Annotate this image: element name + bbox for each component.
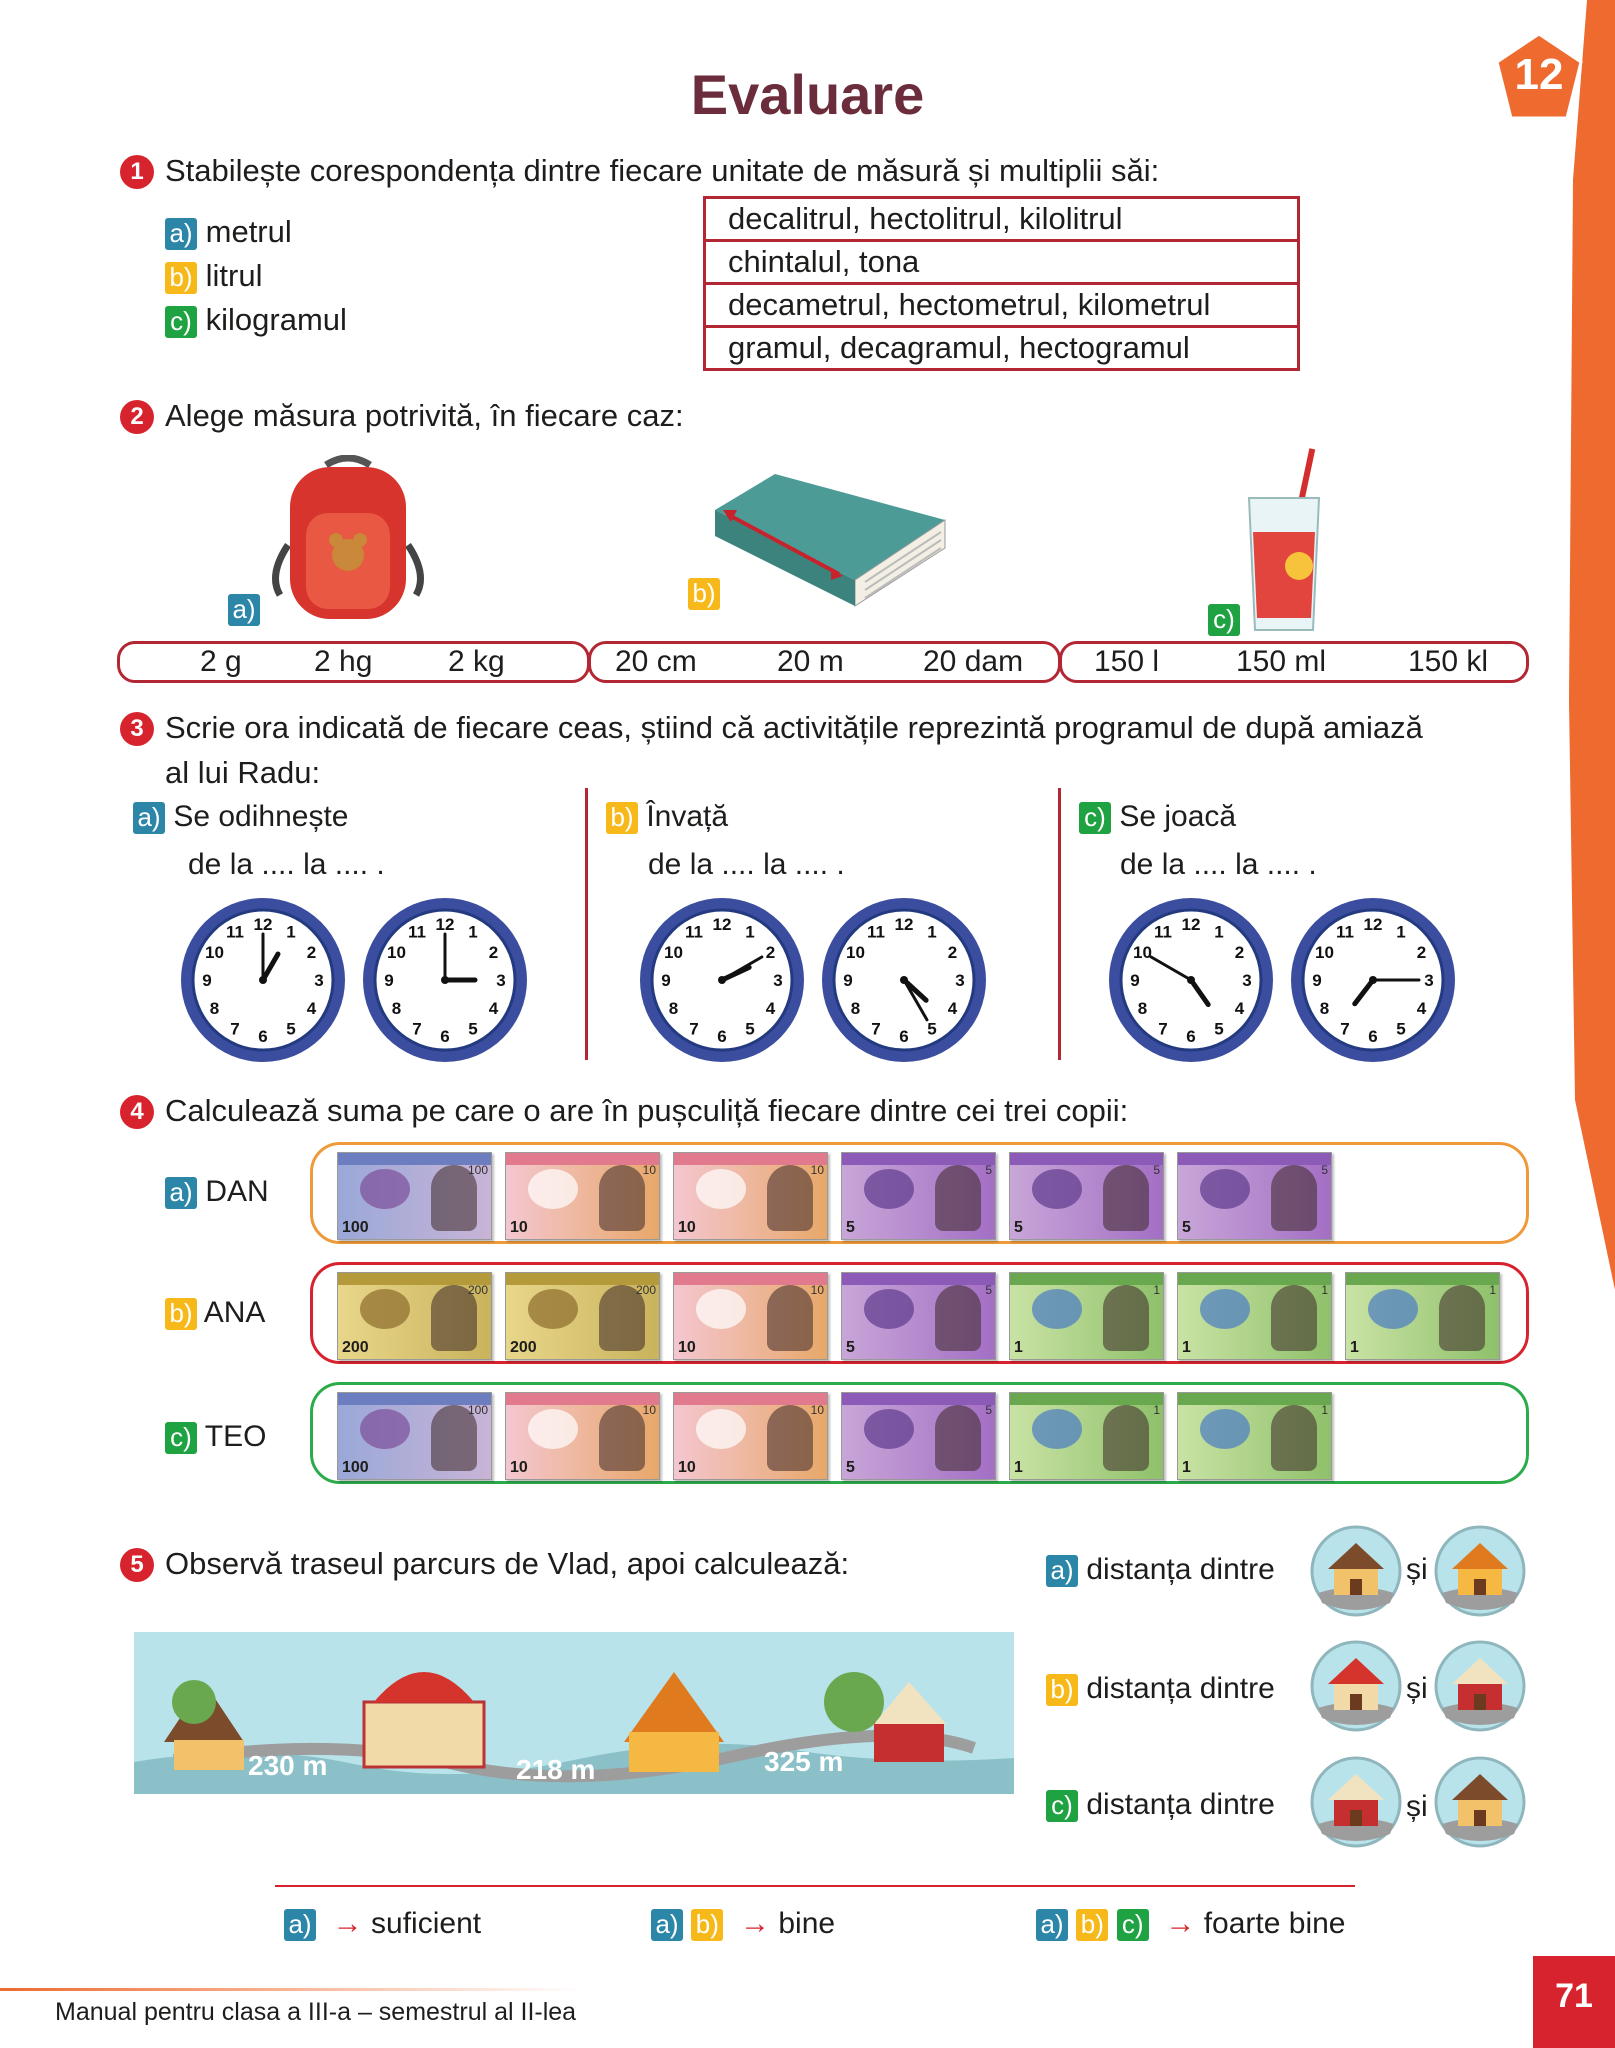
q2-option-c-1[interactable]: 150 l [1094,645,1160,678]
banknote-denomination: 100 [342,1219,369,1236]
q5-item-b-text: distanța dintre [1086,1672,1275,1705]
q2-option-c-3[interactable]: 150 kl [1408,645,1489,678]
question-number-1: 1 [120,155,154,189]
divider-2 [1058,788,1061,1060]
q2-option-b-1[interactable]: 20 cm [615,645,697,678]
clock-numeral: 9 [843,971,853,990]
q1-item-b-label: litrul [205,258,263,293]
scale-foarte-bine [1036,1907,1346,1941]
q5-item-a [1046,1553,1275,1587]
q2-option-c-2[interactable]: 150 ml [1236,645,1327,678]
q3-range-c: de la .... la .... . [1120,848,1317,881]
backpack-image [268,455,428,625]
q4-frame-ana [310,1262,1529,1364]
banknote-denomination: 100 [342,1459,369,1476]
q5-item-a-text: distanța dintre [1086,1553,1275,1586]
q3-activity-a [133,800,348,834]
clock-numeral: 2 [765,943,776,962]
q2-options-b [588,641,1061,683]
clock-numeral: 11 [867,922,885,942]
clock-numeral: 9 [1312,971,1322,990]
house-3-icon [1310,1756,1402,1848]
clock-numeral: 4 [306,999,317,1018]
clock-numeral: 8 [668,999,679,1018]
book-image [705,470,955,610]
q3-activity-c-label: Se joacă [1119,800,1237,833]
question-3-text-line1: Scrie ora indicată de fiecare ceas, știind că activitățile reprezintă programul de după amiază [165,710,1423,745]
clock-numeral: 4 [1234,999,1245,1018]
clock-5 [1106,895,1276,1065]
clock-numeral: 12 [712,915,732,934]
scale-suficient [284,1907,481,1941]
banknote-corner-value: 10 [810,1163,824,1177]
tag-a: a) [1036,1909,1068,1941]
clock-numeral: 6 [440,1027,450,1046]
clock-numeral: 5 [1214,1019,1224,1039]
q2-option-a-1[interactable]: 2 g [200,645,242,678]
distance-label-3: 325 m [764,1746,844,1777]
clock-numeral: 9 [1130,971,1140,990]
clock-numeral: 2 [1416,943,1427,962]
clock-numeral: 1 [1396,922,1406,942]
tag-a: a) [1046,1555,1078,1587]
q4-child-a-name: DAN [205,1175,269,1208]
q2-options-c [1059,641,1529,683]
q5-item-c-conj: și [1406,1790,1428,1823]
banknote-corner-value: 10 [810,1403,824,1417]
banknote-corner-value: 5 [1321,1163,1328,1177]
clock-numeral: 3 [496,971,506,990]
q5-item-c [1046,1788,1275,1822]
banknote-1 [1009,1392,1164,1480]
banknote-10 [673,1152,828,1240]
q3-range-b: de la .... la .... . [648,848,845,881]
tag-a: a) [284,1909,316,1941]
clock-numeral: 2 [947,943,958,962]
banknote-1 [1345,1272,1500,1360]
house-4-icon [1434,1756,1526,1848]
question-1-text: Stabilește corespondența dintre fiecare unitate de măsură și multiplii săi: [165,153,1160,188]
tag-a: a) [651,1909,683,1941]
q5-item-b [1046,1672,1275,1706]
clock-numeral: 8 [850,999,861,1018]
distance-label-1: 230 m [248,1750,328,1781]
tag-c: c) [1046,1790,1078,1822]
footer-text: Manual pentru clasa a III-a – semestrul al II-lea [55,1998,577,2026]
arrow-right-icon: → [324,1907,363,1940]
banknote-denomination: 200 [510,1339,537,1356]
banknote-denomination: 10 [678,1219,696,1236]
clock-numeral: 1 [286,922,296,942]
banknote-corner-value: 10 [810,1283,824,1297]
clock-numeral: 5 [927,1019,937,1039]
clock-numeral: 10 [205,943,224,962]
footer-rule [0,1988,580,1991]
tag-c: c) [1117,1909,1149,1941]
multiples-table [703,196,1300,371]
banknote-100 [337,1152,492,1240]
clock-numeral: 4 [947,999,958,1018]
clock-numeral: 10 [664,943,683,962]
tag-b: b) [1046,1674,1078,1706]
tag-b: b) [165,262,197,294]
clock-numeral: 10 [846,943,865,962]
clock-2 [360,895,530,1065]
lesson-number: 12 [1514,50,1564,99]
q5-item-b-conj: și [1406,1672,1428,1705]
clock-numeral: 7 [412,1019,422,1039]
banknote-1 [1177,1272,1332,1360]
banknote-corner-value: 1 [1489,1283,1496,1297]
q2-tag-b: b) [688,578,720,610]
q4-frame-dan [310,1142,1529,1244]
clock-numeral: 7 [230,1019,240,1039]
banknote-corner-value: 5 [985,1283,992,1297]
clock-numeral: 7 [689,1019,699,1039]
multiples-row-3[interactable]: decametrul, hectometrul, kilometrul [706,285,1297,328]
banknote-denomination: 10 [510,1459,528,1476]
q3-range-a: de la .... la .... . [188,848,385,881]
banknote-corner-value: 5 [985,1163,992,1177]
q1-item-b [165,258,262,294]
clock-numeral: 6 [1186,1027,1196,1046]
q2-option-b-3[interactable]: 20 dam [923,645,1024,678]
clock-numeral: 4 [488,999,499,1018]
banknote-10 [673,1392,828,1480]
tag-b: b) [1076,1909,1108,1941]
banknote-corner-value: 100 [467,1403,488,1417]
clock-numeral: 2 [306,943,317,962]
clock-6 [1288,895,1458,1065]
q5-item-c-text: distanța dintre [1086,1788,1275,1821]
distance-label-2: 218 m [516,1754,596,1785]
tag-a: a) [165,218,197,250]
q4-child-a [165,1175,269,1209]
banknote-denomination: 10 [510,1219,528,1236]
question-number-5: 5 [120,1548,154,1582]
clock-numeral: 9 [202,971,212,990]
page-edge-decoration [1565,0,1615,1290]
banknote-denomination: 5 [1182,1219,1191,1236]
banknote-denomination: 1 [1014,1339,1023,1356]
q1-item-c-label: kilogramul [205,302,347,337]
clock-numeral: 7 [871,1019,881,1039]
clock-numeral: 5 [745,1019,755,1039]
tag-c: c) [165,306,197,338]
banknote-denomination: 5 [1014,1219,1023,1236]
q3-activity-b [606,800,728,834]
clock-numeral: 12 [894,915,914,934]
banknote-denomination: 1 [1182,1339,1191,1356]
banknote-10 [505,1152,660,1240]
clock-numeral: 3 [955,971,965,990]
clock-4 [819,895,989,1065]
clock-numeral: 11 [1336,922,1354,942]
clock-numeral: 1 [745,922,755,942]
q4-child-c-name: TEO [204,1420,267,1453]
banknote-corner-value: 1 [1153,1403,1160,1417]
drink-glass-image [1235,448,1345,638]
clock-numeral: 4 [765,999,776,1018]
clock-numeral: 6 [717,1027,727,1046]
house-2-icon [1310,1640,1402,1732]
route-illustration [134,1632,1014,1794]
clock-numeral: 8 [209,999,220,1018]
tag-b: b) [691,1909,723,1941]
banknote-denomination: 5 [846,1339,855,1356]
banknote-5 [841,1272,996,1360]
banknote-200 [505,1272,660,1360]
question-5-text: Observă traseul parcurs de Vlad, apoi calculează: [165,1546,850,1581]
clock-numeral: 3 [1242,971,1252,990]
clock-numeral: 1 [927,922,937,942]
banknote-5 [841,1392,996,1480]
q4-child-b-name: ANA [203,1296,266,1329]
house-3-icon [1434,1640,1526,1732]
q1-item-c [165,302,347,338]
clock-numeral: 6 [258,1027,268,1046]
q2-tag-a: a) [228,594,260,626]
clock-numeral: 12 [1181,915,1201,934]
banknote-5 [841,1152,996,1240]
clock-numeral: 9 [384,971,394,990]
clock-numeral: 3 [773,971,783,990]
clock-numeral: 7 [1158,1019,1168,1039]
clock-numeral: 5 [468,1019,478,1039]
clock-numeral: 8 [1137,999,1148,1018]
clock-numeral: 11 [685,922,703,942]
multiples-row-1[interactable]: decalitrul, hectolitrul, kilolitrul [706,199,1297,242]
banknote-corner-value: 200 [467,1283,488,1297]
q1-item-a [165,214,292,250]
banknote-1 [1009,1272,1164,1360]
question-4-text: Calculează suma pe care o are în pușculiță fiecare dintre cei trei copii: [165,1093,1129,1128]
clock-numeral: 8 [391,999,402,1018]
q4-child-c [165,1420,266,1454]
clock-numeral: 11 [1154,922,1172,942]
scale-bine-label: bine [778,1907,836,1940]
multiples-row-2[interactable]: chintalul, tona [706,242,1297,285]
clock-numeral: 6 [899,1027,909,1046]
banknote-denomination: 10 [678,1339,696,1356]
house-2-icon [1434,1525,1526,1617]
question-number-4: 4 [120,1095,154,1129]
q4-frame-teo [310,1382,1529,1484]
clock-numeral: 1 [468,922,478,942]
banknote-denomination: 1 [1182,1459,1191,1476]
banknote-denomination: 10 [678,1459,696,1476]
banknote-corner-value: 10 [642,1403,656,1417]
clock-numeral: 4 [1416,999,1427,1018]
arrow-right-icon: → [1157,1907,1196,1940]
banknote-corner-value: 10 [642,1163,656,1177]
scale-bine [651,1907,835,1941]
page-title: Evaluare [690,63,925,126]
banknote-corner-value: 1 [1321,1283,1328,1297]
banknote-corner-value: 1 [1153,1283,1160,1297]
q4-child-b [165,1296,265,1330]
clock-numeral: 3 [314,971,324,990]
question-2-text: Alege măsura potrivită, în fiecare caz: [165,398,684,433]
tag-c: c) [165,1422,197,1454]
question-number-3: 3 [120,712,154,746]
clock-numeral: 9 [661,971,671,990]
clock-1 [178,895,348,1065]
banknote-denomination: 200 [342,1339,369,1356]
scale-foarte-bine-label: foarte bine [1203,1907,1346,1940]
q2-options-a [117,641,590,683]
clock-numeral: 8 [1319,999,1330,1018]
question-3-text-line2: al lui Radu: [165,755,321,790]
clock-numeral: 5 [1396,1019,1406,1039]
q1-item-a-label: metrul [205,214,292,249]
clock-numeral: 10 [1315,943,1334,962]
arrow-right-icon: → [731,1907,771,1940]
q5-item-a-conj: și [1406,1553,1428,1586]
q3-activity-c [1079,800,1236,834]
tag-b: b) [606,802,638,834]
banknote-5 [1177,1152,1332,1240]
clock-numeral: 12 [253,915,273,934]
banknote-200 [337,1272,492,1360]
scale-suficient-label: suficient [371,1907,482,1940]
clock-numeral: 3 [1424,971,1434,990]
q2-option-b-2[interactable]: 20 m [777,645,844,678]
banknote-10 [673,1272,828,1360]
banknote-denomination: 5 [846,1219,855,1236]
tag-c: c) [1079,802,1111,834]
q3-activity-b-label: Învață [646,800,729,833]
clock-numeral: 1 [1214,922,1224,942]
banknote-denomination: 1 [1350,1339,1359,1356]
tag-a: a) [133,802,165,834]
banknote-corner-value: 200 [635,1283,656,1297]
clock-numeral: 6 [1368,1027,1378,1046]
clock-numeral: 7 [1340,1019,1350,1039]
banknote-corner-value: 1 [1321,1403,1328,1417]
banknote-10 [505,1392,660,1480]
banknote-corner-value: 5 [1153,1163,1160,1177]
clock-numeral: 12 [435,915,455,934]
banknote-denomination: 1 [1014,1459,1023,1476]
banknote-corner-value: 100 [467,1163,488,1177]
q2-option-a-3[interactable]: 2 kg [448,645,505,678]
clock-numeral: 11 [408,922,426,942]
clock-numeral: 12 [1363,915,1383,934]
page-number: 71 [1533,1956,1615,2048]
clock-numeral: 5 [286,1019,296,1039]
clock-numeral: 11 [226,922,244,942]
q3-activity-a-label: Se odihnește [173,800,349,833]
divider-1 [585,788,588,1060]
tag-a: a) [165,1177,197,1209]
multiples-row-4[interactable]: gramul, decagramul, hectogramul [728,330,1190,365]
clock-numeral: 2 [1234,943,1245,962]
question-number-2: 2 [120,400,154,434]
clock-numeral: 10 [387,943,406,962]
tag-b: b) [165,1298,197,1330]
q2-tag-c: c) [1208,604,1240,636]
banknote-1 [1177,1392,1332,1480]
house-1-icon [1310,1525,1402,1617]
scale-divider [275,1885,1355,1887]
banknote-denomination: 5 [846,1459,855,1476]
clock-numeral: 2 [488,943,499,962]
banknote-5 [1009,1152,1164,1240]
clock-numeral: 10 [1133,943,1152,962]
banknote-100 [337,1392,492,1480]
q2-option-a-2[interactable]: 2 hg [314,645,373,678]
banknote-corner-value: 5 [985,1403,992,1417]
clock-3 [637,895,807,1065]
